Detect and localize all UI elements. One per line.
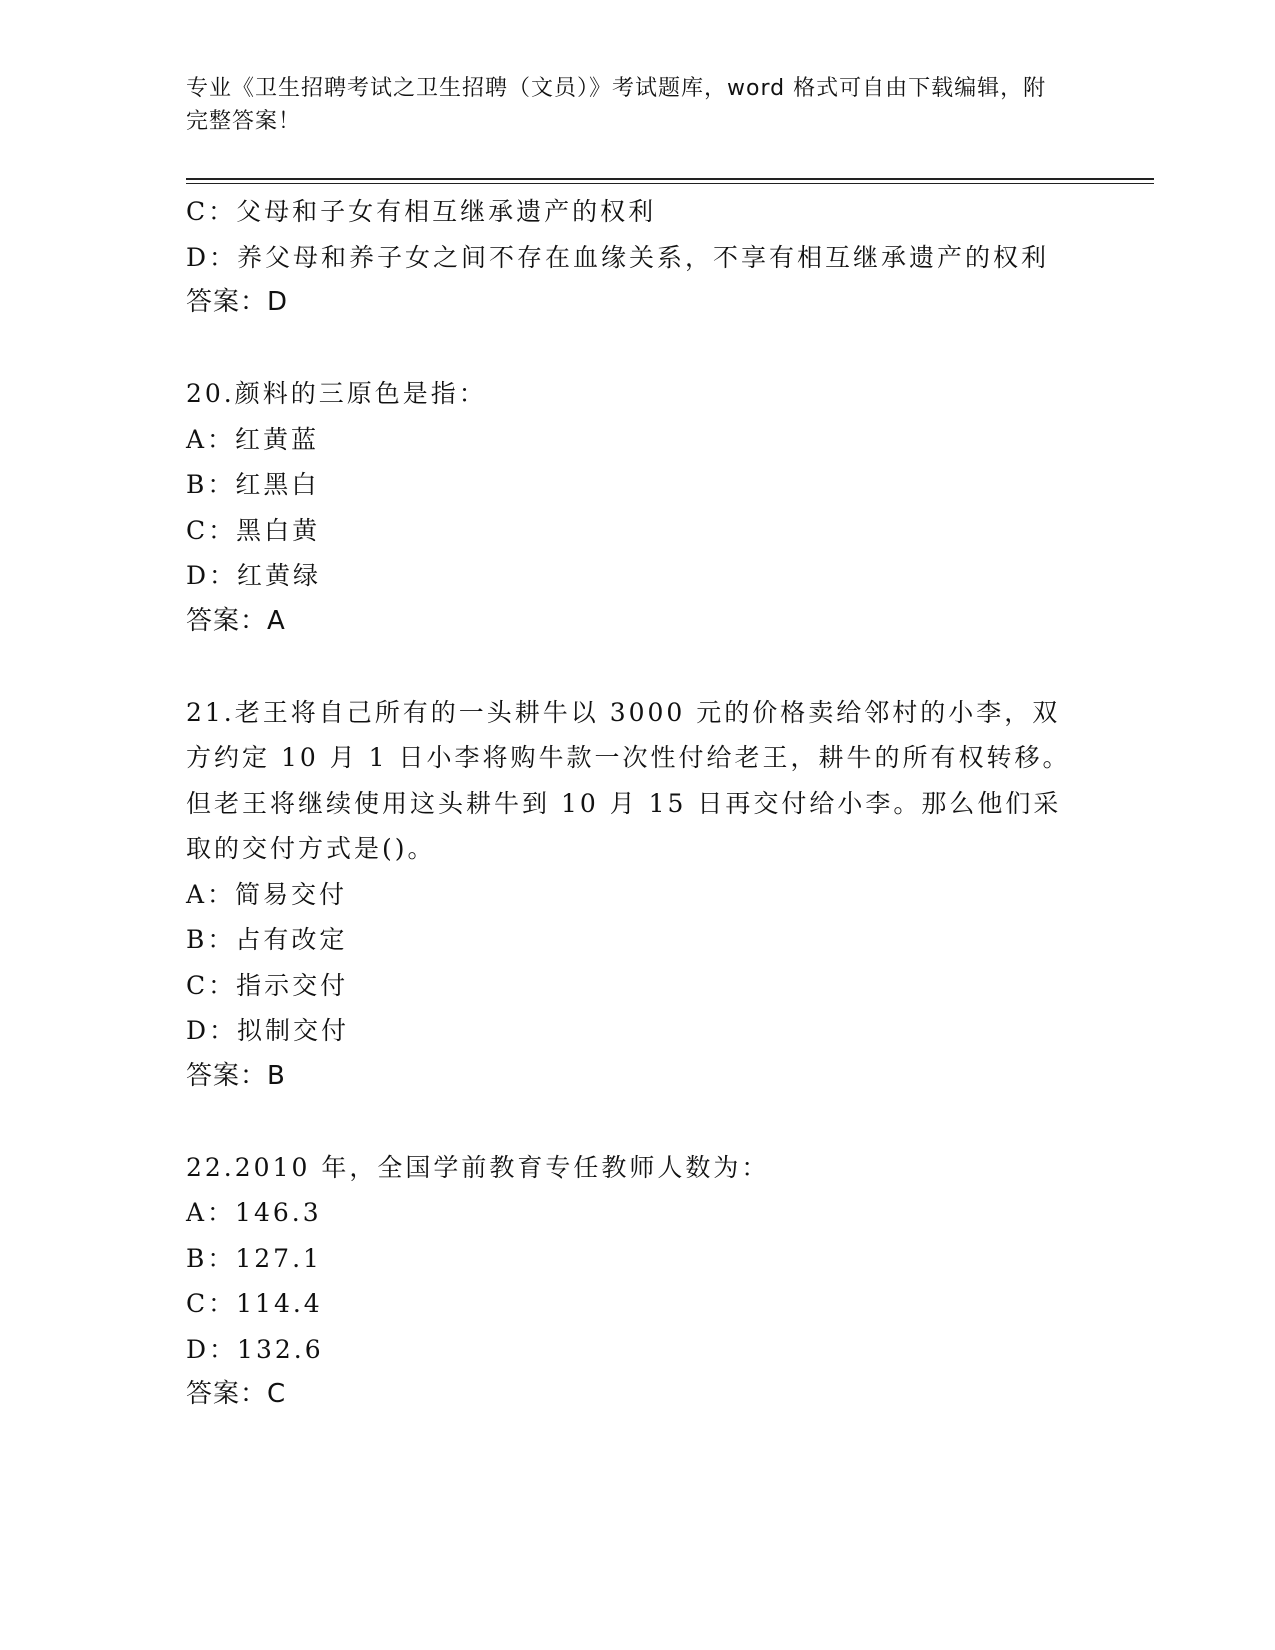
- option-d: D：养父母和养子女之间不存在血缘关系，不享有相互继承遗产的权利: [186, 242, 1050, 272]
- question-22-answer: 答案：C: [186, 1379, 287, 1409]
- question-22-text: 22.2010 年，全国学前教育专任教师人数为：: [186, 1152, 770, 1182]
- question-21-answer: 答案：B: [186, 1060, 286, 1091]
- document-header: 专业《卫生招聘考试之卫生招聘（文员）》考试题库，word 格式可自由下载编辑，附完整答案！: [186, 76, 1047, 134]
- question-22-option-a: A：146.3: [186, 1198, 322, 1227]
- question-21-option-b: B：占有改定: [186, 925, 348, 954]
- question-21-text-line-4: 取的交付方式是()。: [186, 834, 436, 863]
- question-21-option-a: A：简易交付: [186, 879, 348, 909]
- question-21-text-line-1: 21.老王将自己所有的一头耕牛以 3000 元的价格卖给邻村的小李，双: [186, 697, 1061, 727]
- option-c: C：父母和子女有相互继承遗产的权利: [186, 197, 657, 226]
- question-20-answer: 答案：A: [186, 605, 286, 636]
- question-22-option-d: D：132.6: [186, 1334, 324, 1364]
- question-20-text: 20.颜料的三原色是指：: [186, 379, 487, 408]
- question-20-option-b: B：红黑白: [186, 470, 320, 499]
- answer: 答案：D: [186, 287, 289, 317]
- question-22-option-c: C：114.4: [186, 1289, 323, 1318]
- question-20-option-a: A：红黄蓝: [186, 424, 320, 454]
- question-21-option-c: C：指示交付: [186, 970, 349, 1000]
- question-20-option-d: D：红黄绿: [186, 561, 322, 590]
- question-21-option-d: D：拟制交付: [186, 1016, 350, 1045]
- question-22-option-b: B：127.1: [186, 1243, 322, 1273]
- header-divider: [186, 178, 1154, 180]
- header-divider-thin: [186, 183, 1154, 184]
- question-21-text-line-2: 方约定 10 月 1 日小李将购牛款一次性付给老王，耕牛的所有权转移。: [186, 743, 1071, 772]
- question-20-option-c: C：黑白黄: [186, 515, 321, 545]
- question-21-text-line-3: 但老王将继续使用这头耕牛到 10 月 15 日再交付给小李。那么他们采: [186, 788, 1062, 818]
- document-body: [186, 189, 1086, 1418]
